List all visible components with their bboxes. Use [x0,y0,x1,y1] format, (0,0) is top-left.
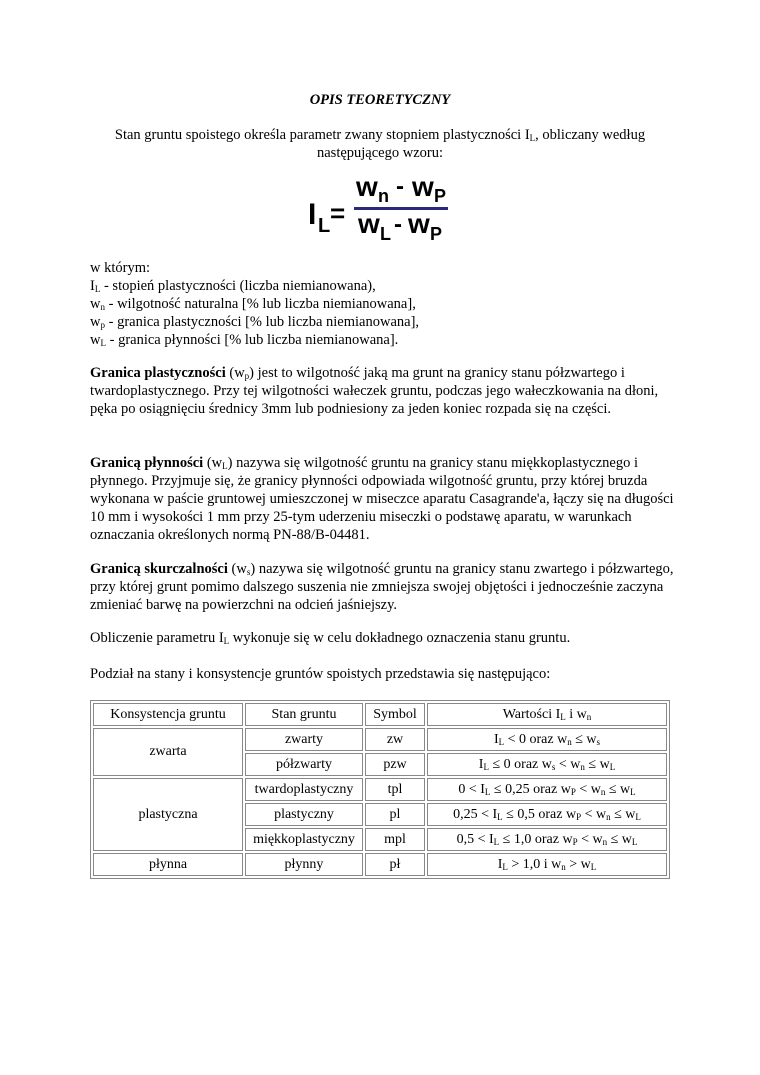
formula-num-a: w [356,171,378,202]
state-cell: plastyczny [245,803,363,826]
state-cell: miękkoplastyczny [245,828,363,851]
legend-intro: w którym: [90,260,151,276]
header-values: Wartości $I_L$ i $w_n$ [427,703,667,726]
symbol-cell: zw [365,728,425,751]
state-cell: płynny [245,853,363,876]
legend-item: $w_L$ - granica płynności [% lub liczba niemianowana]. [90,332,399,348]
formula-lhs: I [308,198,317,231]
state-cell: twardoplastyczny [245,778,363,801]
header-state: Stan gruntu [245,703,363,726]
intro-text-end: , obliczany według następującego wzoru: [316,127,646,161]
symbol-cell: mpl [365,828,425,851]
value-cell: $0,25 < I_L \le 0,5$ oraz $w_P < w_n \le w_L$ [427,803,667,826]
value-cell: $0 < I_L \le 0,25$ oraz $w_P < w_n \le w_L$ [427,778,667,801]
value-cell: $I_L > 1,0$ i $w_n > w_L$ [427,853,667,876]
state-cell: półzwarty [245,753,363,776]
group-plynna: płynna [93,853,243,876]
plasticity-limit-paragraph: Granica plastyczności $(w_p)$ jest to wilgotność jaką ma grunt na granicy stanu półzwartego i twardoplastycznego. Przy tej wilgotności wałeczek gruntu, podczas jego wałeczkowania na dłoni, pęka po osiągnięciu średnicy 3mm lub podniesiony za jeden koniec rozpada się na części. [90,365,659,417]
group-zwarta: zwarta [93,728,243,776]
intro-paragraph [90,126,670,162]
table-row [93,853,667,876]
formula-num-minus: - [396,173,404,200]
formula-num-b: w [412,171,434,202]
group-plastyczna: plastyczna [93,778,243,851]
formula-den-a-sub: L [380,224,391,244]
table-row [93,728,667,751]
formula-num-b-sub: P [434,186,447,206]
value-cell: $I_L \le 0$ oraz $w_s < w_n \le w_L$ [427,753,667,776]
formula-den-b: w [408,208,430,239]
intro-sub: L [529,133,536,143]
formula-num-a-sub: n [378,186,389,206]
formula-den-b-sub: P [430,224,443,244]
calculation-paragraph: Obliczenie parametru $I_L$ wykonuje się w celu dokładnego oznaczenia stanu gruntu. [90,630,571,646]
consistency-table [90,700,670,879]
division-paragraph: Podział na stany i konsystencje gruntów spoistych przedstawia się następująco: [90,666,551,682]
symbol-cell: pzw [365,753,425,776]
value-cell: $0,5 < I_L \le 1,0$ oraz $w_P < w_n \le w_L$ [427,828,667,851]
shrinkage-limit-paragraph: Granicą skurczalności $(w_s)$ nazywa się wilgotność gruntu na granicy stanu zwartego i półzwartego, przy której grunt pomimo dalszego suszenia nie zmniejsza swojej objętości i jednocześnie zaczyna zmieniać barwę na powierzchni na odcień jaśniejszy. [90,561,674,613]
formula-lhs-sub: L [318,215,331,237]
symbol-cell: pl [365,803,425,826]
table-row [93,778,667,801]
formula-den-minus: - [394,211,402,238]
table-header-row [93,703,667,726]
symbol-cell: pł [365,853,425,876]
formula-eq: = [330,198,346,228]
formula-den-a: w [358,208,380,239]
page-title: OPIS TEORETYCZNY [309,92,451,108]
plasticity-index-formula [300,168,460,248]
legend-item: $w_p$ - granica plastyczności [% lub liczba niemianowana], [90,314,420,330]
intro-text: Stan gruntu spoistego określa parametr zwany stopniem plastyczności I [114,127,530,143]
state-cell: zwarty [245,728,363,751]
legend-item: $w_n$ - wilgotność naturalna [% lub liczba niemianowana], [90,296,416,312]
symbol-cell: tpl [365,778,425,801]
value-cell: $I_L < 0$ oraz $w_n \le w_s$ [427,728,667,751]
legend-item: $I_L$ - stopień plastyczności (liczba niemianowana), [90,278,376,294]
symbol-legend [90,259,680,349]
header-symbol: Symbol [365,703,425,726]
header-consistency: Konsystencja gruntu [93,703,243,726]
liquid-limit-paragraph: Granicą płynności $(w_L)$ nazywa się wilgotność gruntu na granicy stanu miękkoplastycznego i płynnego. Przyjmuje się, że granicy płynności odpowiada wilgotność gruntu, przy której bruzda wykonana w paście gruntowej umieszczonej w miseczce aparatu Casagrande'a, łączy się na długości 10 mm i wysokości 1 mm przy 25-tym uderzeniu miseczki o podstawę aparatu, w warunkach oznaczania określonych normą PN-88/B-04481. [90,455,674,543]
